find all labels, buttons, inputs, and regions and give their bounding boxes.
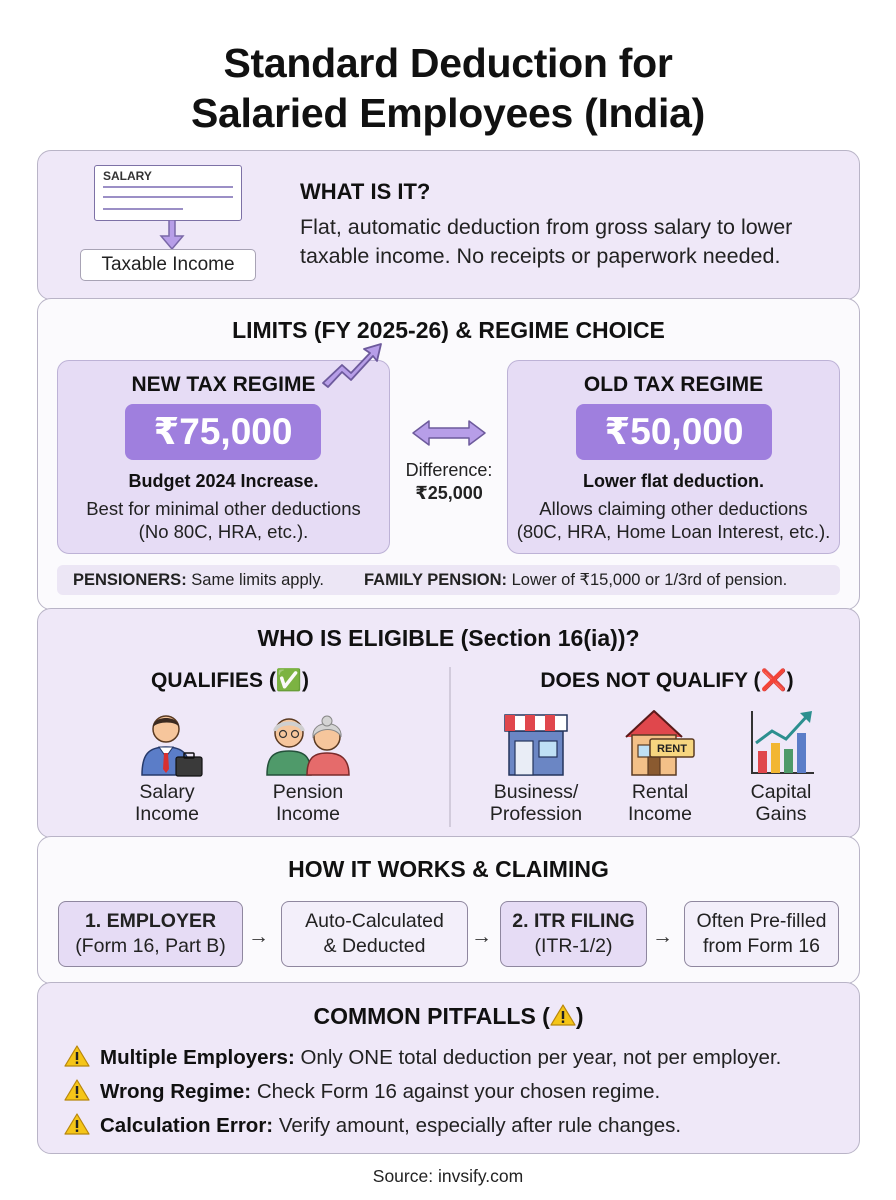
- pensioners-label: PENSIONERS:: [73, 571, 187, 589]
- pitfalls-panel: [37, 982, 860, 1154]
- pitfall-item: [64, 1045, 781, 1070]
- step-auto-calculated: [281, 901, 468, 967]
- elderly-couple-icon: [263, 707, 353, 777]
- pension-label-line-2: Income: [276, 803, 340, 825]
- new-regime-description: [64, 497, 383, 543]
- step-4-detail: from Form 16: [702, 935, 821, 957]
- new-regime-desc-line-1: Best for minimal other deductions: [86, 498, 361, 519]
- warning-icon: [64, 1079, 90, 1101]
- pensioners-note: [73, 565, 324, 595]
- capital-label-line-2: Gains: [755, 803, 807, 825]
- rental-label-line-1: Rental: [631, 781, 689, 803]
- salaried-person-icon: [134, 707, 204, 777]
- pension-label-line-1: Pension: [272, 781, 344, 803]
- step-itr-filing: [500, 901, 647, 967]
- page-title: [0, 38, 896, 138]
- flow-arrow: →: [248, 925, 269, 948]
- old-regime-subtitle: Lower flat deduction.: [582, 471, 764, 491]
- flow-arrow: →: [471, 925, 492, 948]
- new-regime-amount: ₹75,000: [125, 404, 321, 460]
- step-2-detail: & Deducted: [323, 935, 426, 957]
- what-is-it-panel: [37, 150, 860, 300]
- shop-icon: [501, 707, 571, 777]
- step-4-title: Often Pre-filled: [696, 910, 827, 932]
- growth-chart-icon: [748, 707, 818, 777]
- business-profession-label: [476, 781, 596, 825]
- capital-gains-label: [721, 781, 841, 825]
- doc-line: [103, 186, 233, 188]
- pitfalls-heading: [38, 1003, 859, 1030]
- salary-doc-label: SALARY: [103, 169, 152, 183]
- how-it-works-panel: [37, 836, 860, 984]
- pitfalls-heading-end: ): [575, 1003, 584, 1029]
- not-qualify-heading: DOES NOT QUALIFY (❌): [540, 669, 794, 692]
- step-2-title: Auto-Calculated: [305, 910, 444, 932]
- rental-income-label: [600, 781, 720, 825]
- difference-label: [390, 459, 508, 505]
- family-pension-note: [364, 565, 787, 595]
- limits-panel: [37, 298, 860, 610]
- pensioners-text: Same limits apply.: [191, 571, 324, 589]
- flow-arrow: →: [652, 925, 673, 948]
- new-regime-subtitle: Budget 2024 Increase.: [128, 471, 319, 491]
- step-3-title: 2. ITR FILING: [512, 910, 635, 932]
- old-regime-description: [514, 497, 833, 543]
- step-1-title: 1. EMPLOYER: [84, 910, 217, 932]
- eligibility-heading: WHO IS ELIGIBLE (Section 16(ia))?: [257, 625, 640, 651]
- pitfall-item: [64, 1113, 681, 1138]
- pitfall-label: Calculation Error:: [100, 1114, 274, 1137]
- pension-income-label: [248, 781, 368, 825]
- warning-icon: [64, 1113, 90, 1135]
- what-heading: WHAT IS IT?: [300, 179, 431, 204]
- salary-document-icon: [94, 165, 242, 221]
- column-divider: [449, 667, 451, 827]
- what-desc-line-2: taxable income. No receipts or paperwork needed.: [300, 244, 781, 268]
- step-pre-filled: [684, 901, 839, 967]
- difference-value: ₹25,000: [415, 483, 483, 503]
- pitfall-text: Only ONE total deduction per year, not per employer.: [300, 1046, 782, 1069]
- rental-label-line-2: Income: [628, 803, 692, 825]
- business-label-line-2: Profession: [489, 803, 583, 825]
- warning-icon: [64, 1045, 90, 1067]
- title-line-1: Standard Deduction for: [223, 40, 673, 86]
- down-arrow-icon: [157, 220, 187, 250]
- step-3-detail: (ITR-1/2): [534, 935, 613, 957]
- old-regime-desc-line-1: Allows claiming other deductions: [539, 498, 808, 519]
- new-regime-desc-line-2: (No 80C, HRA, etc.).: [138, 521, 309, 542]
- pension-note-strip: [57, 565, 840, 595]
- difference-text: Difference:: [405, 460, 493, 480]
- source-credit: Source: invsify.com: [372, 1166, 524, 1186]
- pitfall-label: Wrong Regime:: [100, 1080, 252, 1103]
- pitfall-text: Verify amount, especially after rule changes.: [278, 1114, 682, 1137]
- doc-line: [103, 196, 233, 198]
- step-1-detail: (Form 16, Part B): [75, 935, 226, 957]
- family-pension-label: FAMILY PENSION:: [364, 571, 508, 589]
- capital-label-line-1: Capital: [750, 781, 812, 803]
- how-heading: HOW IT WORKS & CLAIMING: [288, 856, 609, 882]
- pitfall-text: Check Form 16 against your chosen regime.: [256, 1080, 661, 1103]
- pitfall-item: [64, 1079, 660, 1104]
- limits-heading: LIMITS (FY 2025-26) & REGIME CHOICE: [232, 317, 665, 343]
- warning-icon: [550, 1004, 576, 1026]
- rent-sign-text: RENT: [657, 743, 687, 755]
- doc-line: [103, 208, 183, 210]
- business-label-line-1: Business/: [493, 781, 579, 803]
- old-regime-amount: ₹50,000: [576, 404, 772, 460]
- title-line-2: Salaried Employees (India): [191, 90, 705, 136]
- double-arrow-icon: [409, 413, 489, 453]
- rent-house-icon: [622, 707, 698, 777]
- what-desc-line-1: Flat, automatic deduction from gross salary to lower: [300, 215, 793, 239]
- qualifies-heading: QUALIFIES (✅): [151, 669, 309, 692]
- family-pension-text: Lower of ₹15,000 or 1/3rd of pension.: [511, 571, 788, 589]
- pitfall-label: Multiple Employers:: [100, 1046, 295, 1069]
- new-regime-heading: NEW TAX REGIME: [131, 373, 316, 396]
- step-employer: [58, 901, 243, 967]
- salary-label-line-2: Income: [135, 803, 199, 825]
- salary-label-line-1: Salary: [139, 781, 195, 803]
- taxable-income-label: Taxable Income: [80, 249, 256, 281]
- old-regime-heading: OLD TAX REGIME: [583, 373, 764, 396]
- old-regime-desc-line-2: (80C, HRA, Home Loan Interest, etc.).: [516, 521, 831, 542]
- eligibility-panel: [37, 608, 860, 838]
- pitfalls-heading-text: COMMON PITFALLS (: [313, 1003, 550, 1029]
- new-regime-card: [57, 360, 390, 554]
- salary-income-label: [107, 781, 227, 825]
- what-description: [300, 213, 850, 271]
- trend-up-arrow-icon: [320, 341, 384, 389]
- old-regime-card: [507, 360, 840, 554]
